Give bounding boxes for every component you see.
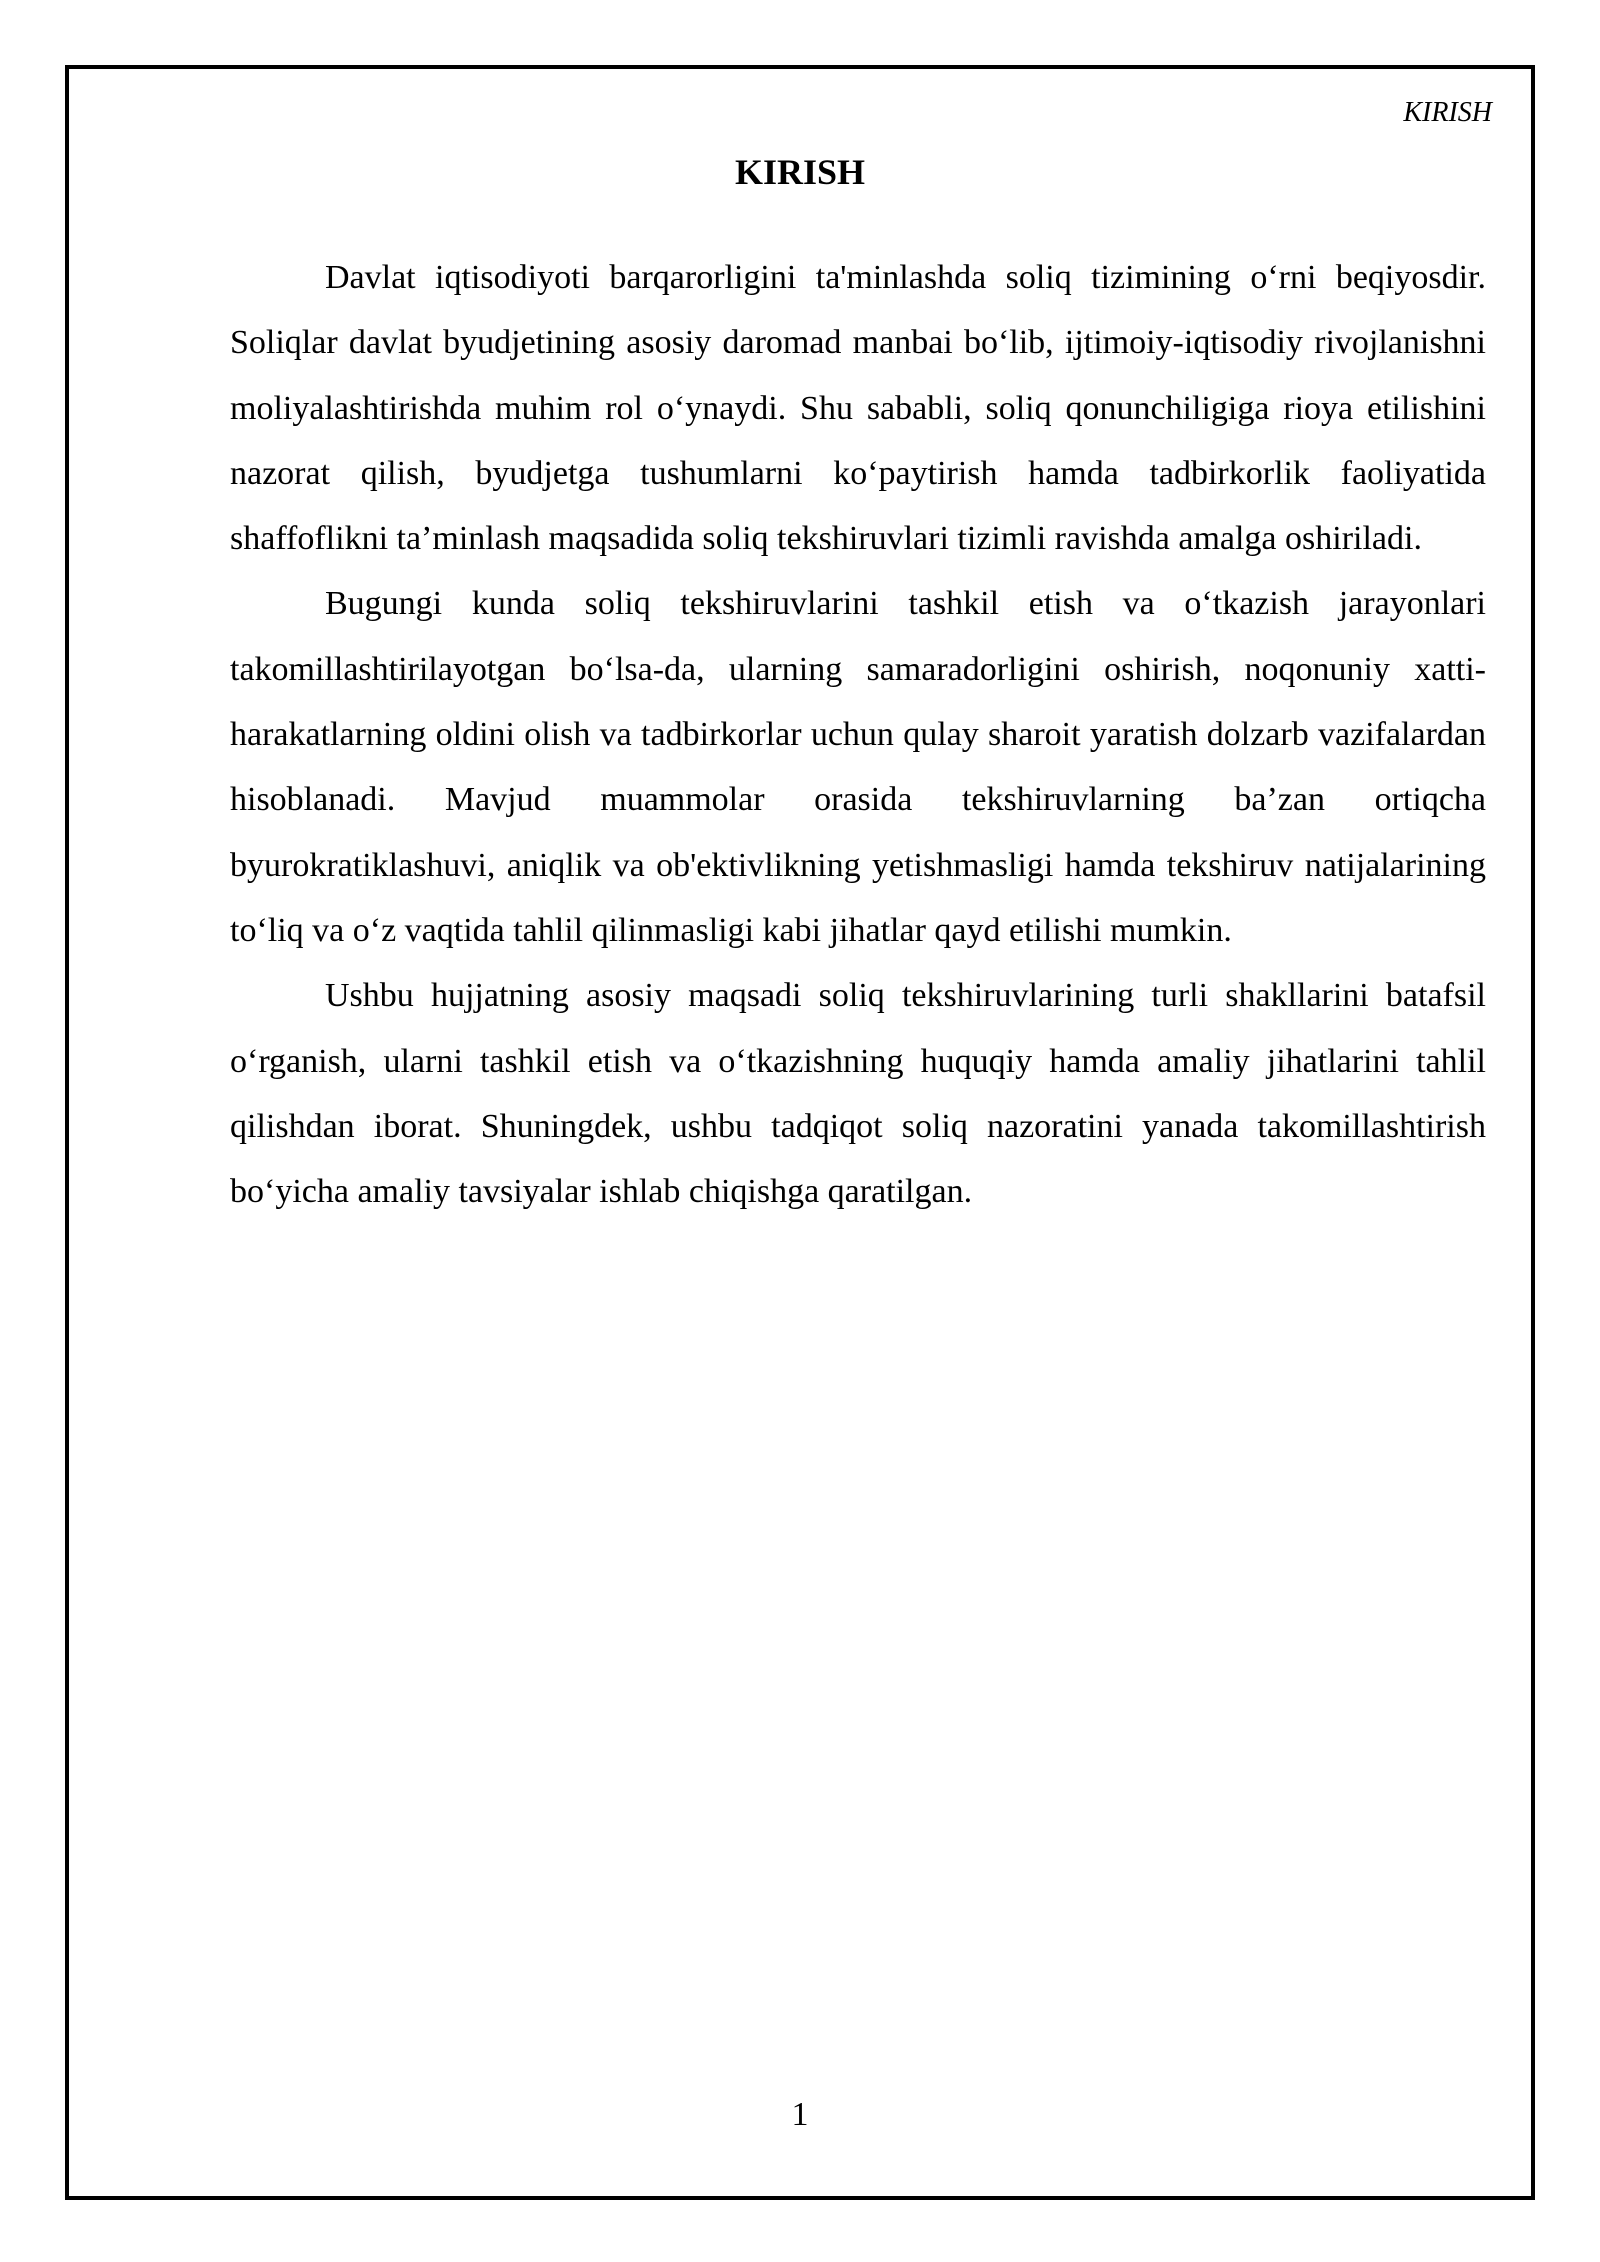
running-header: KIRISH (1403, 97, 1492, 128)
page-title: KIRISH (734, 152, 866, 192)
paragraph-1: Davlat iqtisodiyoti barqarorligini ta'minlashda soliq tizimining o‘rni beqiyosdir. Soliqlar davlat byudjetining asosiy daromad manbai bo‘lib, ijtimoiy-iqtisodiy rivojlanishni moliyalashtirishda muhim rol o‘ynaydi. Shu sababli, soliq qonunchiligiga rioya etilishini nazorat qilish, byudjetga tushumlarni ko‘paytirish hamda tadbirkorlik faoliyatida shaffoflikni ta’minlash maqsadida soliq tekshiruvlari tizimli ravishda amalga oshiriladi. (230, 259, 1486, 558)
paragraph-2: Bugungi kunda soliq tekshiruvlarini tashkil etish va o‘tkazish jarayonlari takomillashtirilayotgan bo‘lsa-da, ularning samaradorligini oshirish, noqonuniy xatti-harakatlarning oldini olish va tadbirkorlar uchun qulay sharoit yaratish dolzarb vazifalardan hisoblanadi. Mavjud muammolar orasida tekshiruvlarning ba’zan ortiqcha byurokratiklashuvi, aniqlik va ob'ektivlikning yetishmasligi hamda tekshiruv natijalarining to‘liq va o‘z vaqtida tahlil qilinmasligi kabi jihatlar qayd etilishi mumkin. (230, 585, 1486, 949)
document-body (230, 245, 1486, 1224)
paragraph-3: Ushbu hujjatning asosiy maqsadi soliq tekshiruvlarining turli shakllarini batafsil o‘rganish, ularni tashkil etish va o‘tkazishning huquqiy hamda amaliy jihatlarini tahlil qilishdan iborat. Shuningdek, ushbu tadqiqot soliq nazoratini yanada takomillashtirish bo‘yicha amaliy tavsiyalar ishlab chiqishga qaratilgan. (230, 977, 1486, 1211)
page-number: 1 (791, 2096, 809, 2133)
